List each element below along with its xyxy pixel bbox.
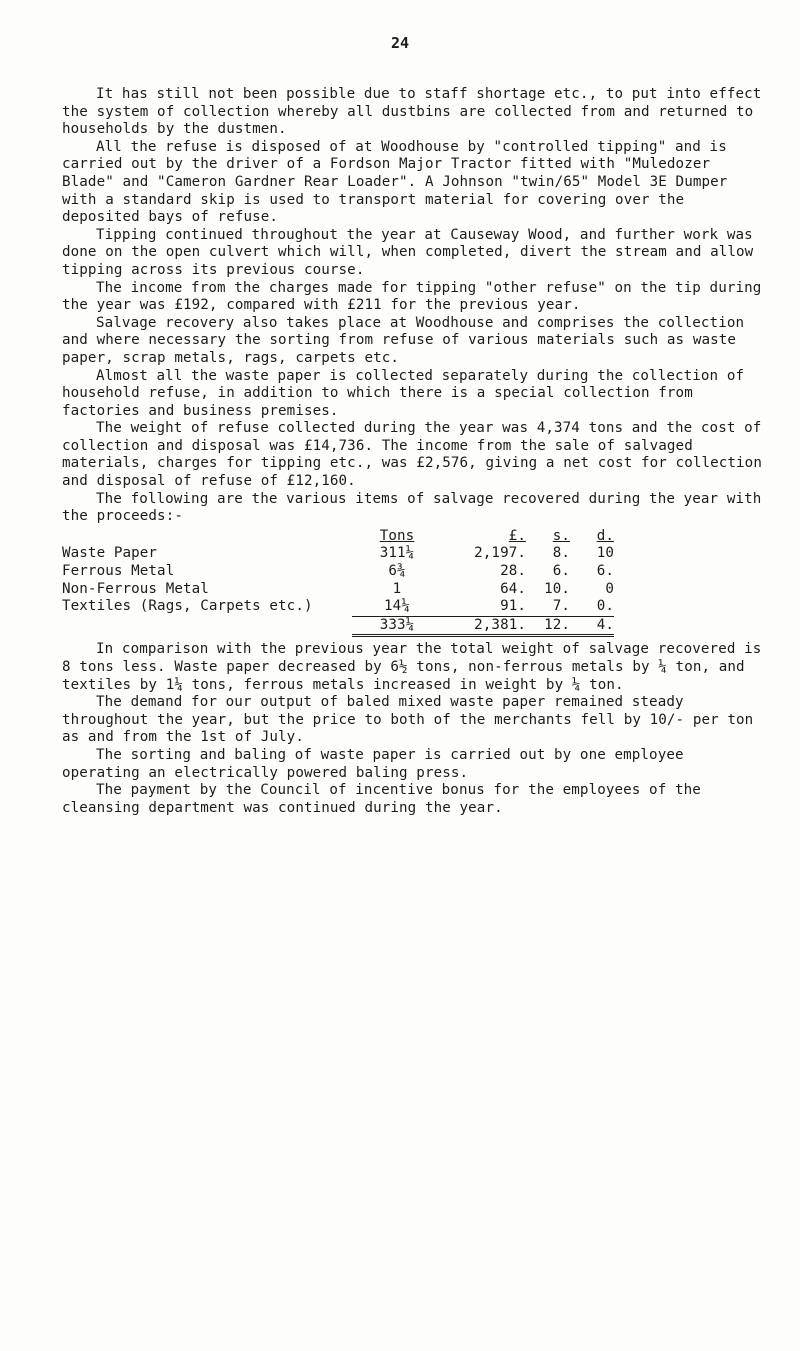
paragraph-staff-shortage: It has still not been possible due to staff shortage etc., to put into effect the system of collection whereby all dustbins are collected from and returned to households by the dustmen. xyxy=(62,86,762,138)
row-tons: 6¾ xyxy=(388,563,406,580)
row-pence: 0. xyxy=(570,598,614,616)
row-tons: 1 xyxy=(392,580,402,597)
row-pence: 0 xyxy=(605,580,614,597)
paragraph-causeway-wood: Tipping continued throughout the year at Causeway Wood, and further work was done on the open culvert which will, when completed, divert the stream and allow tipping across its previous course. xyxy=(62,226,754,278)
total-shillings: 12. xyxy=(526,616,570,636)
paragraph-refuse-cost: The weight of refuse collected during the year was 4,374 tons and the cost of collection and disposal was £14,736. The income from the sale of salvaged materials, charges for tipping etc., was £2,576, giving a net cost for collection and disposal of refuse of £12,160. xyxy=(62,420,762,490)
total-pounds: 2,381. xyxy=(442,616,526,636)
salvage-table xyxy=(62,528,764,638)
table-row xyxy=(62,598,764,616)
header-tons: Tons xyxy=(379,527,415,544)
row-pence: 6. xyxy=(596,563,614,580)
row-shillings: 6. xyxy=(552,563,570,580)
row-item: Ferrous Metal xyxy=(62,563,175,580)
row-item: Waste Paper xyxy=(62,545,158,562)
row-shillings: 7. xyxy=(526,598,570,616)
row-pence: 10 xyxy=(596,545,614,562)
paragraph-controlled-tipping: All the refuse is disposed of at Woodhouse by "controlled tipping" and is carried out by the driver of a Fordson Major Tractor fitted with "Muledozer Blade" and "Cameron Gardner Rear Loader". A Johnson "twin/65" Model 3E Dumper with a standard skip is used to transport material for covering over the deposited bays of refuse. xyxy=(62,138,728,226)
paragraph-incentive-bonus: The payment by the Council of incentive bonus for the employees of the cleansing department was continued during the year. xyxy=(62,782,701,816)
page-number: 24 xyxy=(390,34,410,52)
paragraph-tipping-income: The income from the charges made for tipping "other refuse" on the tip during the year was £192, compared with £211 for the previous year. xyxy=(62,279,762,314)
total-pence: 4. xyxy=(570,616,614,636)
paragraph-salvage-comparison: In comparison with the previous year the total weight of salvage recovered is 8 tons less. Waste paper decreased by 6½ tons, non-ferrous metals by ¼ ton, and textiles by 1¼ tons, ferrous metals increased in weight by ¼ ton. xyxy=(62,641,762,693)
row-item: Non-Ferrous Metal xyxy=(62,580,209,597)
table-row xyxy=(62,563,764,581)
paragraph-paper-demand: The demand for our output of baled mixed waste paper remained steady throughout the year, but the price to both of the merchants fell by 10/- per ton as and from the 1st of July. xyxy=(62,694,754,746)
row-tons: 14¼ xyxy=(352,598,442,616)
salvage-table-total xyxy=(62,616,764,636)
header-item xyxy=(62,528,352,546)
row-shillings: 8. xyxy=(552,545,570,562)
paragraph-sorting-baling: The sorting and baling of waste paper is carried out by one employee operating an electrically powered baling press. xyxy=(62,746,684,781)
paragraph-salvage-recovery: Salvage recovery also takes place at Woodhouse and comprises the collection and where necessary the sorting from refuse of various materials such as waste paper, scrap metals, rags, carpets etc. xyxy=(62,314,745,366)
row-pounds: 28. xyxy=(500,563,526,580)
salvage-table-header xyxy=(62,528,764,546)
paragraph-waste-paper-collection: Almost all the waste paper is collected separately during the collection of household refuse, in addition to which there is a special collection from factories and business premises. xyxy=(62,367,745,419)
document-body xyxy=(62,86,764,817)
paragraph-salvage-intro: The following are the various items of salvage recovered during the year with the proceeds:- xyxy=(62,490,762,525)
total-tons: 333¼ xyxy=(352,616,442,636)
row-pounds: 2,197. xyxy=(474,545,526,562)
table-row xyxy=(62,581,764,599)
total-item xyxy=(62,616,352,636)
header-pence: d. xyxy=(596,527,614,544)
row-pounds: 64. xyxy=(500,580,526,597)
table-row xyxy=(62,545,764,563)
row-item: Textiles (Rags, Carpets etc.) xyxy=(62,598,313,615)
header-shillings: s. xyxy=(552,527,570,544)
row-shillings: 10. xyxy=(544,580,570,597)
header-pounds: £. xyxy=(508,527,526,544)
row-tons: 311¼ xyxy=(379,545,415,562)
row-pounds: 91. xyxy=(442,598,526,616)
